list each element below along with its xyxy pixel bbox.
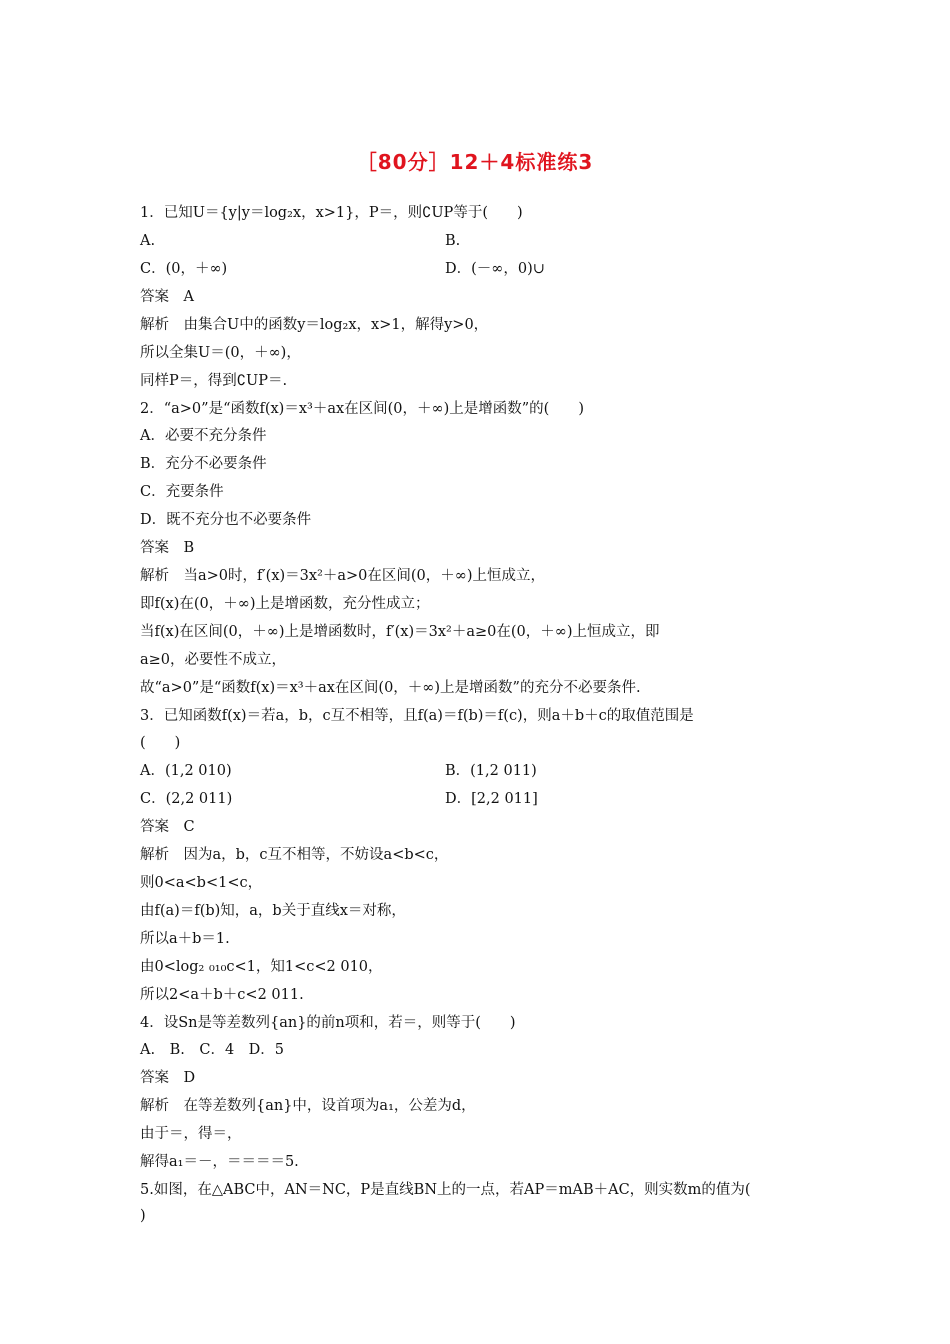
text-line: D．(－∞，0)∪ <box>445 261 545 277</box>
text-line: A. <box>140 233 156 249</box>
text-line: 由于＝，得＝， <box>140 1126 242 1142</box>
text-line: 所以a＋b＝1. <box>140 931 230 947</box>
text-line: C．(0，＋∞) <box>140 261 228 277</box>
text-line: 解得a₁＝－，＝＝＝＝5. <box>140 1154 299 1170</box>
text-line: 由0<log₂ ₀₁₀c<1，知1<c<2 010， <box>140 959 383 975</box>
text-line: A．必要不充分条件 <box>140 428 267 444</box>
text-line: 2．“a>0”是“函数f(x)＝x³＋ax在区间(0，＋∞)上是增函数”的( ) <box>140 401 584 417</box>
text-line: 3．已知函数f(x)＝若a，b，c互不相等，且f(a)＝f(b)＝f(c)，则a＋b＋c的取值范围是 <box>140 708 694 724</box>
text-line: 答案 B <box>140 540 195 556</box>
text-line: 答案 D <box>140 1070 196 1086</box>
text-line: 则0<a<b<1<c， <box>140 875 263 891</box>
text-line: 解析 当a>0时，f′(x)＝3x²＋a>0在区间(0，＋∞)上恒成立， <box>140 568 546 584</box>
text-line: 由f(a)＝f(b)知，a，b关于直线x＝对称， <box>140 903 406 919</box>
text-line: D．[2,2 011] <box>445 791 538 807</box>
text-line: A．(1,2 010) <box>140 763 232 779</box>
text-line: 解析 由集合U中的函数y＝log₂x，x>1，解得y>0， <box>140 317 489 333</box>
text-line: 所以2<a＋b＋c<2 011. <box>140 987 304 1003</box>
page-title: ［80分］12＋4标准练3 <box>356 150 594 174</box>
text-line: B. <box>445 233 461 249</box>
text-line: D．既不充分也不必要条件 <box>140 512 312 528</box>
text-line: 4．设Sn是等差数列{an}的前n项和，若＝，则等于( ) <box>140 1015 516 1031</box>
text-line: B．(1,2 011) <box>445 763 537 779</box>
text-line: 答案 C <box>140 819 195 835</box>
text-line: C．充要条件 <box>140 484 224 500</box>
text-line: A. B. C．4 D．5 <box>140 1042 285 1058</box>
text-line: 解析 在等差数列{an}中，设首项为a₁，公差为d， <box>140 1098 476 1114</box>
text-line: 答案 A <box>140 289 194 305</box>
text-line: 解析 因为a，b，c互不相等，不妨设a<b<c， <box>140 847 449 863</box>
text-line: a≥0，必要性不成立， <box>140 652 287 668</box>
text-line: ( ) <box>140 735 181 751</box>
text-line: B．充分不必要条件 <box>140 456 267 472</box>
text-line: 同样P＝，得到∁UP＝. <box>140 373 288 389</box>
text-line: C．(2,2 011) <box>140 791 233 807</box>
text-line: 当f(x)在区间(0，＋∞)上是增函数时，f′(x)＝3x²＋a≥0在(0，＋∞)上恒成立，即 <box>140 624 660 640</box>
text-line: 故“a>0”是“函数f(x)＝x³＋ax在区间(0，＋∞)上是增函数”的充分不必要条件. <box>140 680 641 696</box>
text-line: 即f(x)在(0，＋∞)上是增函数，充分性成立； <box>140 596 430 612</box>
text-line: 1．已知U＝{y|y＝log₂x，x>1}，P＝，则∁UP等于( ) <box>140 205 523 221</box>
text-line: 所以全集U＝(0，＋∞)， <box>140 345 301 361</box>
text-line: ) <box>140 1208 146 1224</box>
text-line: 5.如图，在△ABC中，AN＝NC，P是直线BN上的一点，若AP＝mAB＋AC，则实数m的值为( <box>140 1182 751 1198</box>
